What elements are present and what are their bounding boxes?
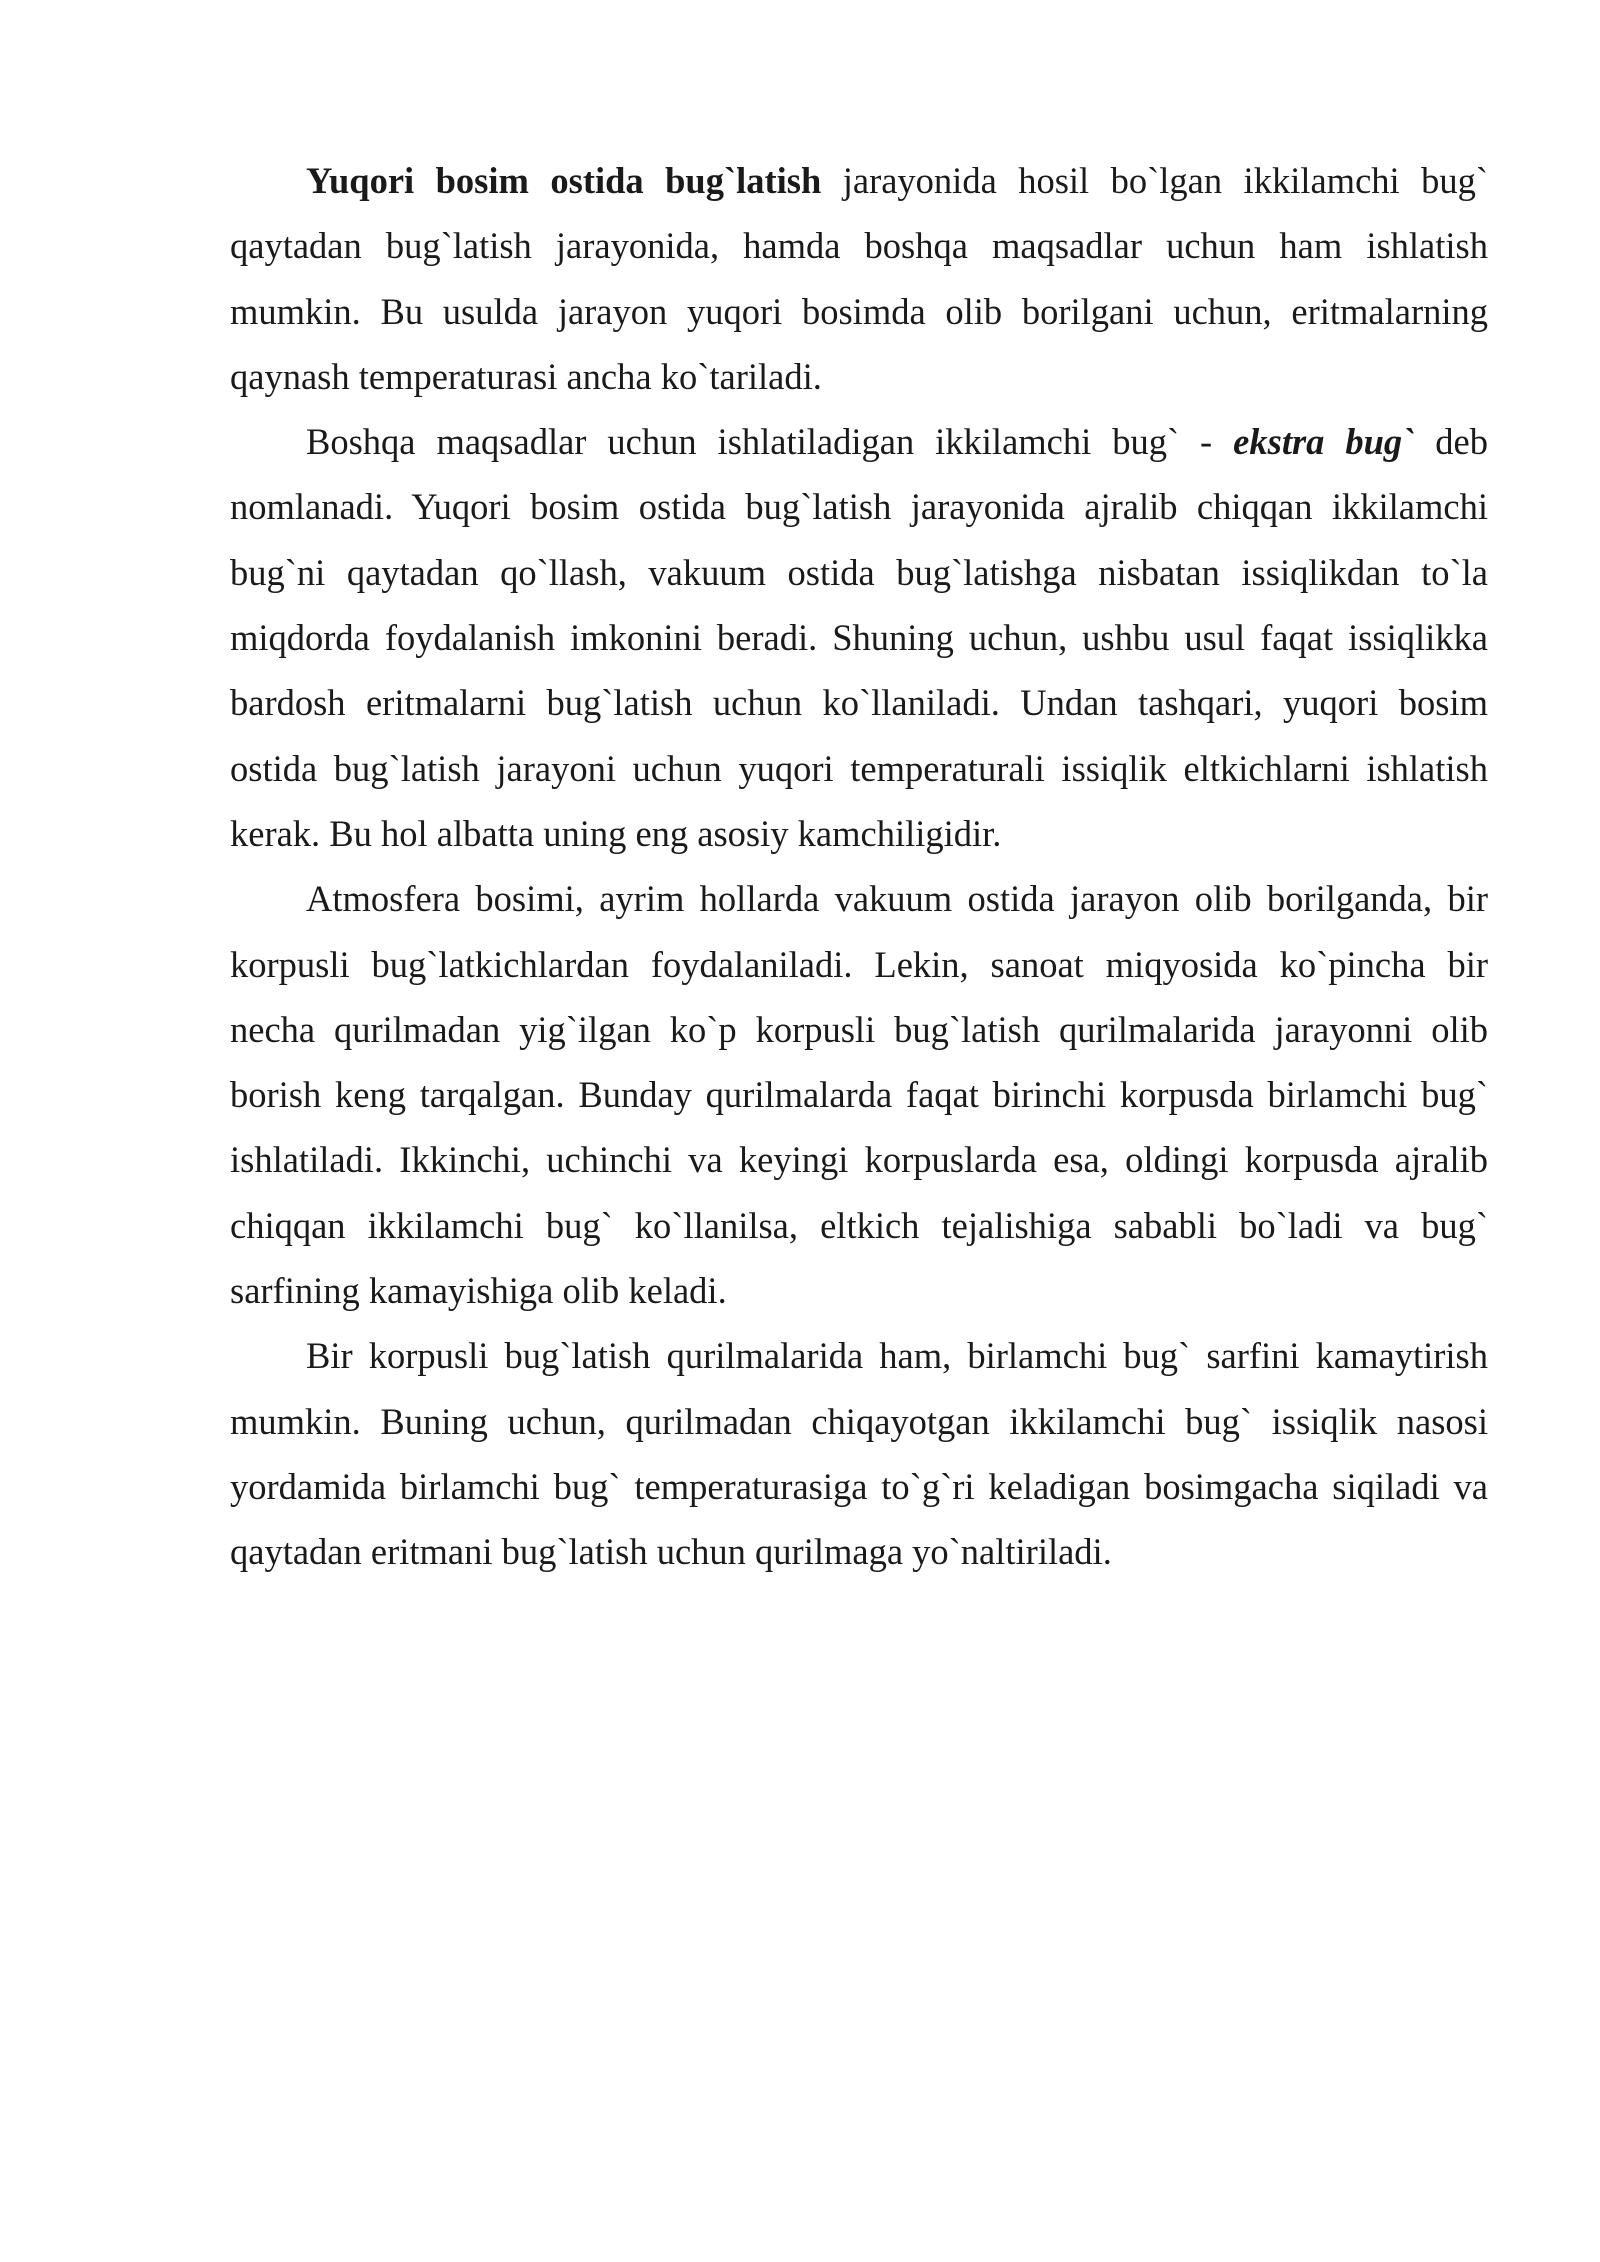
paragraph-2-text-after: deb nomlanadi. Yuqori bosim ostida bug`latish jarayonida ajralib chiqqan ikkilamchi bug`ni qaytadan qo`llash, vakuum ostida bug`latishga nisbatan issiqlikdan to`la miqdorda foydalanish imkonini beradi. Shuning uchun, ushbu usul faqat issiqlikka bardosh eritmalarni bug`latish uchun ko`llaniladi. Undan tashqari, yuqori bosim ostida bug`latish jarayoni uchun yuqori temperaturali issiqlik eltkichlarni ishlatish kerak. Bu hol albatta uning eng asosiy kamchiligidir. — [230, 421, 1488, 854]
document-body — [230, 148, 1488, 1585]
paragraph-1 — [230, 148, 1488, 409]
paragraph-2-text-before: Boshqa maqsadlar uchun ishlatiladigan ikkilamchi bug` - — [306, 421, 1234, 463]
paragraph-4-text: Bir korpusli bug`latish qurilmalarida ham, birlamchi bug` sarfini kamaytirish mumkin. Buning uchun, qurilmadan chiqayotgan ikkilamchi bug` issiqlik nasosi yordamida birlamchi bug` temperaturasiga to`g`ri keladigan bosimgacha siqiladi va qaytadan eritmani bug`latish uchun qurilmaga yo`naltiriladi. — [230, 1335, 1488, 1573]
paragraph-1-text: jarayonida hosil bo`lgan ikkilamchi bug` qaytadan bug`latish jarayonida, hamda boshqa maqsadlar uchun ham ishlatish mumkin. Bu usulda jarayon yuqori bosimda olib borilgani uchun, eritmalarning qaynash temperaturasi ancha ko`tariladi. — [230, 160, 1488, 397]
emphasized-term: ekstra bug` — [1233, 421, 1415, 463]
paragraph-3-text: Atmosfera bosimi, ayrim hollarda vakuum ostida jarayon olib borilganda, bir korpusli bug`latkichlardan foydalaniladi. Lekin, sanoat miqyosida ko`pincha bir necha qurilmadan yig`ilgan ko`p korpusli bug`latish qurilmalarida jarayonni olib borish keng tarqalgan. Bunday qurilmalarda faqat birinchi korpusda birlamchi bug` ishlatiladi. Ikkinchi, uchinchi va keyingi korpuslarda esa, oldingi korpusda ajralib chiqqan ikkilamchi bug` ko`llanilsa, eltkich tejalishiga sababli bo`ladi va bug` sarfining kamayishiga olib keladi. — [230, 878, 1488, 1312]
paragraph-3 — [230, 866, 1488, 1323]
paragraph-4 — [230, 1323, 1488, 1584]
paragraph-2 — [230, 409, 1488, 866]
bold-lead-term: Yuqori bosim ostida bug`latish — [306, 160, 822, 201]
